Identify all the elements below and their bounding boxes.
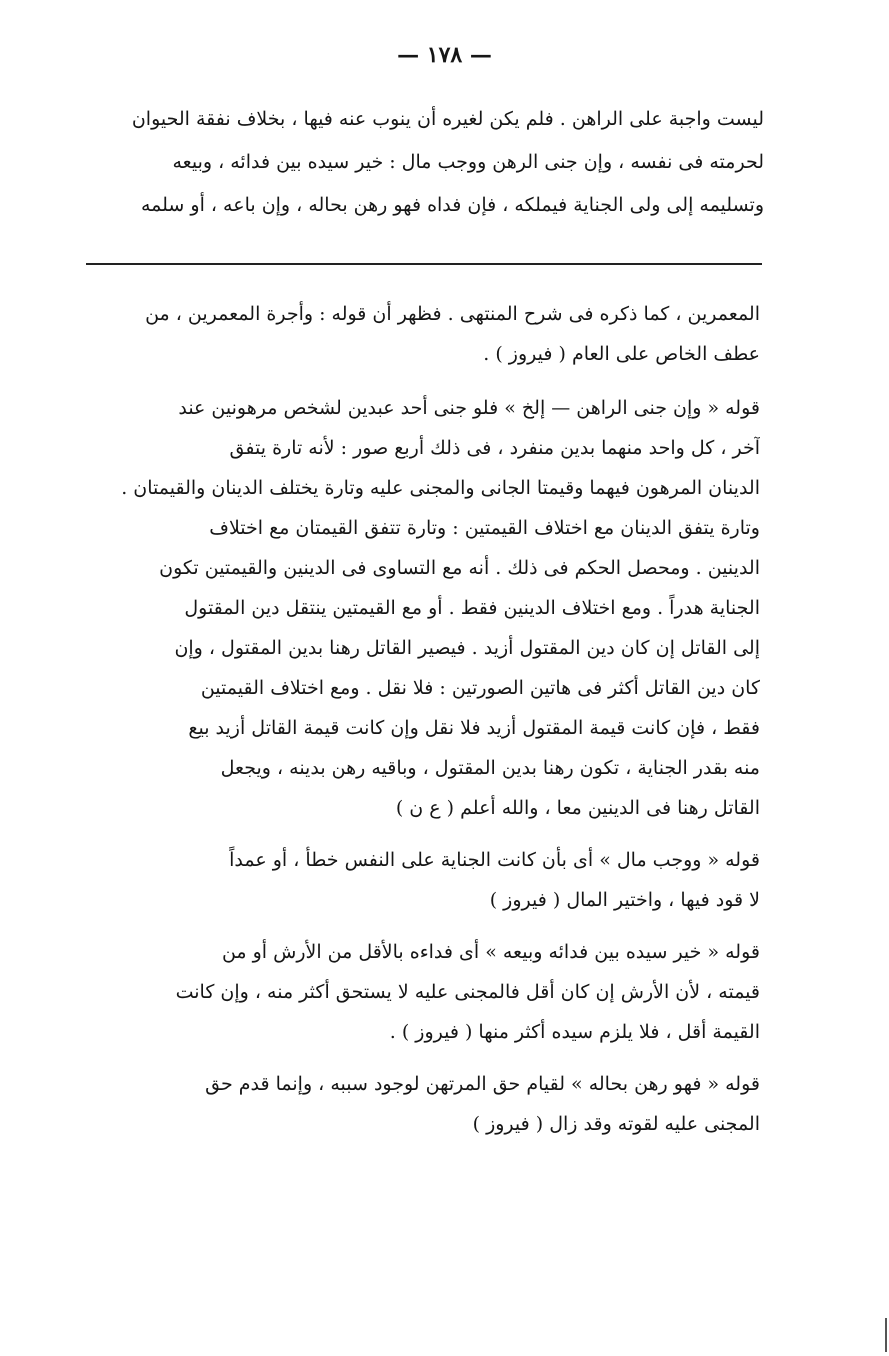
scan-edge-mark — [885, 1318, 887, 1352]
page-number: — ١٧٨ — — [397, 42, 492, 68]
footnote-line: وتارة يتفق الدينان مع اختلاف القيمتين : وتارة تتفق القيمتان مع اختلاف — [209, 517, 760, 539]
main-text-line: لحرمته فى نفسه ، وإن جنى الرهن ووجب مال : خير سيده بين فدائه ، وبيعه — [172, 151, 764, 173]
footnote-line: قوله « وإن جنى الراهن — إلخ » فلو جنى أحد عبدين لشخص مرهونين عند — [178, 397, 760, 419]
footnote-line: المعمرين ، كما ذكره فى شرح المنتهى . فظهر أن قوله : وأجرة المعمرين ، من — [145, 303, 760, 325]
footnote-line: إلى القاتل إن كان دين المقتول أزيد . فيصير القاتل رهنا بدين المقتول ، وإن — [174, 637, 760, 659]
footnote-line: القيمة أقل ، فلا يلزم سيده أكثر منها ( فيروز ) . — [389, 1021, 760, 1043]
footnote-line: عطف الخاص على العام ( فيروز ) . — [483, 343, 760, 365]
footnote-paragraph — [70, 932, 760, 1052]
footnote-line: الدينان المرهون فيهما وقيمتا الجانى والمجنى عليه وتارة يختلف الدينان والقيمتان . — [121, 477, 760, 499]
footnotes — [70, 294, 760, 1156]
footnote-divider — [86, 263, 762, 265]
footnote-line: الدينين . ومحصل الحكم فى ذلك . أنه مع التساوى فى الدينين والقيمتين تكون — [159, 557, 760, 579]
footnote-line: القاتل رهنا فى الدينين معا ، والله أعلم ( ع ن ) — [395, 797, 760, 819]
footnote-line: كان دين القاتل أكثر فى هاتين الصورتين : فلا نقل . ومع اختلاف القيمتين — [200, 677, 760, 699]
main-text-line: ليست واجبة على الراهن . فلم يكن لغيره أن ينوب عنه فيها ، بخلاف نفقة الحيوان — [131, 108, 764, 130]
footnote-line: قوله « فهو رهن بحاله » لقيام حق المرتهن لوجود سببه ، وإنما قدم حق — [205, 1073, 760, 1095]
footnote-paragraph — [70, 294, 760, 374]
footnote-line: الجناية هدراً . ومع اختلاف الدينين فقط . أو مع القيمتين ينتقل دين المقتول — [184, 597, 760, 619]
footnote-line: آخر ، كل واحد منهما بدين منفرد ، فى ذلك أربع صور : لأنه تارة يتفق — [229, 437, 760, 459]
footnote-line: قيمته ، لأن الأرش إن كان أقل فالمجنى عليه لا يستحق أكثر منه ، وإن كانت — [175, 981, 760, 1003]
main-text — [80, 98, 764, 227]
footnote-line: قوله « ووجب مال » أى بأن كانت الجناية على النفس خطأ ، أو عمداً — [229, 849, 760, 871]
footnote-line: المجنى عليه لقوته وقد زال ( فيروز ) — [472, 1113, 760, 1135]
footnote-paragraph — [70, 1064, 760, 1144]
footnote-line: منه بقدر الجناية ، تكون رهنا بدين المقتول ، وباقيه رهن بدينه ، ويجعل — [220, 757, 760, 779]
footnote-line: قوله « خير سيده بين فدائه وبيعه » أى فداءه بالأقل من الأرش أو من — [221, 941, 760, 963]
footnote-line: لا قود فيها ، واختير المال ( فيروز ) — [489, 889, 760, 911]
footnote-paragraph — [70, 840, 760, 920]
footnote-line: فقط ، فإن كانت قيمة المقتول أزيد فلا نقل وإن كانت قيمة القاتل أزيد بيع — [188, 717, 760, 739]
main-text-line: وتسليمه إلى ولى الجناية فيملكه ، فإن فداه فهو رهن بحاله ، وإن باعه ، أو سلمه — [140, 194, 764, 216]
footnote-paragraph — [70, 388, 760, 828]
